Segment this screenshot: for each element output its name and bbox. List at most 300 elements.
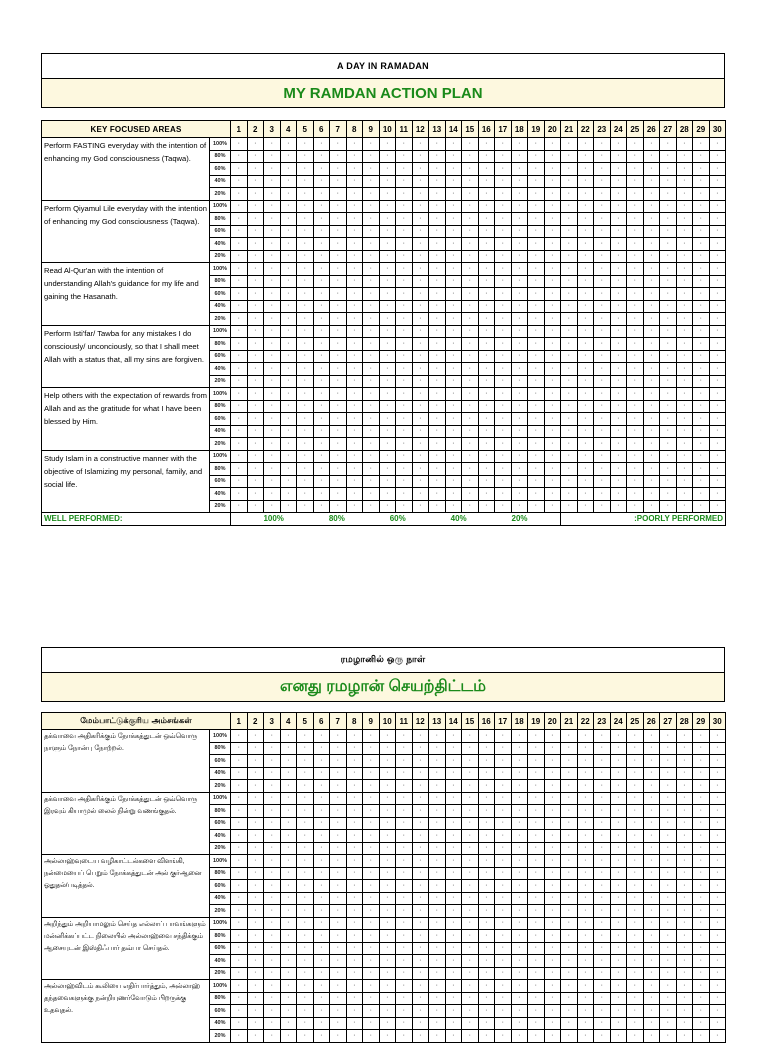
tracking-cell[interactable]: · bbox=[561, 867, 578, 880]
tracking-cell[interactable]: · bbox=[610, 500, 627, 513]
tracking-cell[interactable]: · bbox=[511, 955, 528, 968]
tracking-cell[interactable]: · bbox=[478, 300, 495, 313]
tracking-cell[interactable]: · bbox=[660, 817, 677, 830]
tracking-cell[interactable]: · bbox=[676, 200, 693, 213]
tracking-cell[interactable]: · bbox=[412, 917, 429, 930]
tracking-cell[interactable]: · bbox=[594, 275, 611, 288]
tracking-cell[interactable]: · bbox=[676, 955, 693, 968]
tracking-cell[interactable]: · bbox=[379, 200, 396, 213]
tracking-cell[interactable]: · bbox=[693, 942, 710, 955]
tracking-cell[interactable]: · bbox=[346, 413, 363, 426]
tracking-cell[interactable]: · bbox=[297, 413, 314, 426]
tracking-cell[interactable]: · bbox=[693, 450, 710, 463]
tracking-cell[interactable]: · bbox=[462, 1017, 479, 1030]
tracking-cell[interactable]: · bbox=[511, 188, 528, 201]
tracking-cell[interactable]: · bbox=[379, 842, 396, 855]
tracking-cell[interactable]: · bbox=[676, 238, 693, 251]
tracking-cell[interactable]: · bbox=[313, 1005, 330, 1018]
tracking-cell[interactable]: · bbox=[709, 450, 726, 463]
tracking-cell[interactable]: · bbox=[478, 955, 495, 968]
tracking-cell[interactable]: · bbox=[478, 992, 495, 1005]
tracking-cell[interactable]: · bbox=[346, 842, 363, 855]
tracking-cell[interactable]: · bbox=[429, 755, 446, 768]
tracking-cell[interactable]: · bbox=[693, 767, 710, 780]
tracking-cell[interactable]: · bbox=[511, 805, 528, 818]
tracking-cell[interactable]: · bbox=[610, 213, 627, 226]
tracking-cell[interactable]: · bbox=[709, 413, 726, 426]
tracking-cell[interactable]: · bbox=[478, 500, 495, 513]
tracking-cell[interactable]: · bbox=[396, 313, 413, 326]
tracking-cell[interactable]: · bbox=[594, 388, 611, 401]
tracking-cell[interactable]: · bbox=[379, 338, 396, 351]
tracking-cell[interactable]: · bbox=[363, 955, 380, 968]
tracking-cell[interactable]: · bbox=[346, 325, 363, 338]
tracking-cell[interactable]: · bbox=[594, 767, 611, 780]
tracking-cell[interactable]: · bbox=[478, 338, 495, 351]
tracking-cell[interactable]: · bbox=[544, 1005, 561, 1018]
tracking-cell[interactable]: · bbox=[313, 967, 330, 980]
tracking-cell[interactable]: · bbox=[627, 1005, 644, 1018]
tracking-cell[interactable]: · bbox=[231, 413, 248, 426]
tracking-cell[interactable]: · bbox=[231, 905, 248, 918]
tracking-cell[interactable]: · bbox=[264, 213, 281, 226]
tracking-cell[interactable]: · bbox=[544, 1017, 561, 1030]
tracking-cell[interactable]: · bbox=[709, 730, 726, 743]
tracking-cell[interactable]: · bbox=[478, 450, 495, 463]
tracking-cell[interactable]: · bbox=[247, 450, 264, 463]
tracking-cell[interactable]: · bbox=[561, 880, 578, 893]
tracking-cell[interactable]: · bbox=[429, 1017, 446, 1030]
tracking-cell[interactable]: · bbox=[693, 1005, 710, 1018]
tracking-cell[interactable]: · bbox=[577, 488, 594, 501]
tracking-cell[interactable]: · bbox=[363, 400, 380, 413]
tracking-cell[interactable]: · bbox=[577, 730, 594, 743]
tracking-cell[interactable]: · bbox=[313, 375, 330, 388]
tracking-cell[interactable]: · bbox=[429, 250, 446, 263]
tracking-cell[interactable]: · bbox=[313, 150, 330, 163]
tracking-cell[interactable]: · bbox=[412, 463, 429, 476]
tracking-cell[interactable]: · bbox=[280, 425, 297, 438]
tracking-cell[interactable]: · bbox=[330, 175, 347, 188]
tracking-cell[interactable]: · bbox=[627, 967, 644, 980]
tracking-cell[interactable]: · bbox=[693, 905, 710, 918]
tracking-cell[interactable]: · bbox=[709, 1030, 726, 1043]
tracking-cell[interactable]: · bbox=[264, 313, 281, 326]
tracking-cell[interactable]: · bbox=[693, 350, 710, 363]
tracking-cell[interactable]: · bbox=[495, 830, 512, 843]
tracking-cell[interactable]: · bbox=[363, 363, 380, 376]
tracking-cell[interactable]: · bbox=[511, 350, 528, 363]
tracking-cell[interactable]: · bbox=[594, 917, 611, 930]
tracking-cell[interactable]: · bbox=[709, 842, 726, 855]
tracking-cell[interactable]: · bbox=[528, 300, 545, 313]
tracking-cell[interactable]: · bbox=[264, 150, 281, 163]
tracking-cell[interactable]: · bbox=[412, 288, 429, 301]
tracking-cell[interactable]: · bbox=[462, 300, 479, 313]
tracking-cell[interactable]: · bbox=[693, 955, 710, 968]
tracking-cell[interactable]: · bbox=[478, 388, 495, 401]
tracking-cell[interactable]: · bbox=[709, 955, 726, 968]
tracking-cell[interactable]: · bbox=[495, 463, 512, 476]
tracking-cell[interactable]: · bbox=[379, 413, 396, 426]
tracking-cell[interactable]: · bbox=[528, 855, 545, 868]
tracking-cell[interactable]: · bbox=[396, 425, 413, 438]
tracking-cell[interactable]: · bbox=[429, 855, 446, 868]
tracking-cell[interactable]: · bbox=[594, 1017, 611, 1030]
tracking-cell[interactable]: · bbox=[709, 767, 726, 780]
tracking-cell[interactable]: · bbox=[643, 313, 660, 326]
tracking-cell[interactable]: · bbox=[478, 867, 495, 880]
tracking-cell[interactable]: · bbox=[264, 855, 281, 868]
tracking-cell[interactable]: · bbox=[313, 917, 330, 930]
tracking-cell[interactable]: · bbox=[610, 450, 627, 463]
tracking-cell[interactable]: · bbox=[363, 488, 380, 501]
tracking-cell[interactable]: · bbox=[495, 263, 512, 276]
tracking-cell[interactable]: · bbox=[429, 313, 446, 326]
tracking-cell[interactable]: · bbox=[264, 892, 281, 905]
tracking-cell[interactable]: · bbox=[709, 200, 726, 213]
tracking-cell[interactable]: · bbox=[528, 288, 545, 301]
tracking-cell[interactable]: · bbox=[297, 175, 314, 188]
tracking-cell[interactable]: · bbox=[297, 488, 314, 501]
tracking-cell[interactable]: · bbox=[264, 767, 281, 780]
tracking-cell[interactable]: · bbox=[379, 755, 396, 768]
tracking-cell[interactable]: · bbox=[676, 400, 693, 413]
tracking-cell[interactable]: · bbox=[594, 188, 611, 201]
tracking-cell[interactable]: · bbox=[676, 867, 693, 880]
tracking-cell[interactable]: · bbox=[577, 1017, 594, 1030]
tracking-cell[interactable]: · bbox=[709, 980, 726, 993]
tracking-cell[interactable]: · bbox=[330, 755, 347, 768]
tracking-cell[interactable]: · bbox=[412, 767, 429, 780]
tracking-cell[interactable]: · bbox=[363, 942, 380, 955]
tracking-cell[interactable]: · bbox=[280, 967, 297, 980]
tracking-cell[interactable]: · bbox=[297, 363, 314, 376]
tracking-cell[interactable]: · bbox=[280, 930, 297, 943]
tracking-cell[interactable]: · bbox=[429, 150, 446, 163]
tracking-cell[interactable]: · bbox=[627, 338, 644, 351]
tracking-cell[interactable]: · bbox=[429, 300, 446, 313]
tracking-cell[interactable]: · bbox=[627, 450, 644, 463]
tracking-cell[interactable]: · bbox=[528, 388, 545, 401]
tracking-cell[interactable]: · bbox=[280, 792, 297, 805]
tracking-cell[interactable]: · bbox=[462, 213, 479, 226]
tracking-cell[interactable]: · bbox=[577, 400, 594, 413]
tracking-cell[interactable]: · bbox=[627, 313, 644, 326]
tracking-cell[interactable]: · bbox=[462, 892, 479, 905]
tracking-cell[interactable]: · bbox=[594, 475, 611, 488]
tracking-cell[interactable]: · bbox=[379, 930, 396, 943]
tracking-cell[interactable]: · bbox=[396, 363, 413, 376]
tracking-cell[interactable]: · bbox=[709, 238, 726, 251]
tracking-cell[interactable]: · bbox=[297, 275, 314, 288]
tracking-cell[interactable]: · bbox=[676, 500, 693, 513]
tracking-cell[interactable]: · bbox=[396, 1017, 413, 1030]
tracking-cell[interactable]: · bbox=[511, 175, 528, 188]
tracking-cell[interactable]: · bbox=[676, 917, 693, 930]
tracking-cell[interactable]: · bbox=[660, 225, 677, 238]
tracking-cell[interactable]: · bbox=[561, 842, 578, 855]
tracking-cell[interactable]: · bbox=[396, 163, 413, 176]
tracking-cell[interactable]: · bbox=[396, 413, 413, 426]
tracking-cell[interactable]: · bbox=[544, 225, 561, 238]
tracking-cell[interactable]: · bbox=[462, 992, 479, 1005]
tracking-cell[interactable]: · bbox=[709, 275, 726, 288]
tracking-cell[interactable]: · bbox=[462, 1030, 479, 1043]
tracking-cell[interactable]: · bbox=[610, 375, 627, 388]
tracking-cell[interactable]: · bbox=[280, 1030, 297, 1043]
tracking-cell[interactable]: · bbox=[594, 150, 611, 163]
tracking-cell[interactable]: · bbox=[627, 213, 644, 226]
tracking-cell[interactable]: · bbox=[561, 805, 578, 818]
tracking-cell[interactable]: · bbox=[280, 767, 297, 780]
tracking-cell[interactable]: · bbox=[544, 755, 561, 768]
tracking-cell[interactable]: · bbox=[462, 388, 479, 401]
tracking-cell[interactable]: · bbox=[280, 955, 297, 968]
tracking-cell[interactable]: · bbox=[412, 730, 429, 743]
tracking-cell[interactable]: · bbox=[495, 425, 512, 438]
tracking-cell[interactable]: · bbox=[247, 930, 264, 943]
tracking-cell[interactable]: · bbox=[363, 338, 380, 351]
tracking-cell[interactable]: · bbox=[429, 1030, 446, 1043]
tracking-cell[interactable]: · bbox=[412, 388, 429, 401]
tracking-cell[interactable]: · bbox=[577, 275, 594, 288]
tracking-cell[interactable]: · bbox=[429, 1005, 446, 1018]
tracking-cell[interactable]: · bbox=[511, 150, 528, 163]
tracking-cell[interactable]: · bbox=[247, 150, 264, 163]
tracking-cell[interactable]: · bbox=[709, 400, 726, 413]
tracking-cell[interactable]: · bbox=[495, 792, 512, 805]
tracking-cell[interactable]: · bbox=[429, 892, 446, 905]
tracking-cell[interactable]: · bbox=[412, 350, 429, 363]
tracking-cell[interactable]: · bbox=[231, 150, 248, 163]
tracking-cell[interactable]: · bbox=[330, 930, 347, 943]
tracking-cell[interactable]: · bbox=[693, 338, 710, 351]
tracking-cell[interactable]: · bbox=[379, 500, 396, 513]
tracking-cell[interactable]: · bbox=[544, 475, 561, 488]
tracking-cell[interactable]: · bbox=[610, 830, 627, 843]
tracking-cell[interactable]: · bbox=[264, 388, 281, 401]
tracking-cell[interactable]: · bbox=[429, 867, 446, 880]
tracking-cell[interactable]: · bbox=[643, 263, 660, 276]
tracking-cell[interactable]: · bbox=[379, 163, 396, 176]
tracking-cell[interactable]: · bbox=[412, 992, 429, 1005]
tracking-cell[interactable]: · bbox=[528, 892, 545, 905]
tracking-cell[interactable]: · bbox=[462, 842, 479, 855]
tracking-cell[interactable]: · bbox=[247, 238, 264, 251]
tracking-cell[interactable]: · bbox=[313, 980, 330, 993]
tracking-cell[interactable]: · bbox=[247, 755, 264, 768]
tracking-cell[interactable]: · bbox=[330, 238, 347, 251]
tracking-cell[interactable]: · bbox=[346, 425, 363, 438]
tracking-cell[interactable]: · bbox=[231, 980, 248, 993]
tracking-cell[interactable]: · bbox=[594, 867, 611, 880]
tracking-cell[interactable]: · bbox=[379, 363, 396, 376]
tracking-cell[interactable]: · bbox=[495, 805, 512, 818]
tracking-cell[interactable]: · bbox=[643, 742, 660, 755]
tracking-cell[interactable]: · bbox=[511, 780, 528, 793]
tracking-cell[interactable]: · bbox=[544, 500, 561, 513]
tracking-cell[interactable]: · bbox=[280, 917, 297, 930]
tracking-cell[interactable]: · bbox=[544, 388, 561, 401]
tracking-cell[interactable]: · bbox=[231, 325, 248, 338]
tracking-cell[interactable]: · bbox=[330, 500, 347, 513]
tracking-cell[interactable]: · bbox=[561, 855, 578, 868]
tracking-cell[interactable]: · bbox=[396, 225, 413, 238]
tracking-cell[interactable]: · bbox=[330, 288, 347, 301]
tracking-cell[interactable]: · bbox=[429, 475, 446, 488]
tracking-cell[interactable]: · bbox=[709, 338, 726, 351]
tracking-cell[interactable]: · bbox=[445, 488, 462, 501]
tracking-cell[interactable]: · bbox=[330, 338, 347, 351]
tracking-cell[interactable]: · bbox=[280, 163, 297, 176]
tracking-cell[interactable]: · bbox=[577, 463, 594, 476]
tracking-cell[interactable]: · bbox=[330, 300, 347, 313]
tracking-cell[interactable]: · bbox=[660, 300, 677, 313]
tracking-cell[interactable]: · bbox=[462, 780, 479, 793]
tracking-cell[interactable]: · bbox=[627, 855, 644, 868]
tracking-cell[interactable]: · bbox=[627, 842, 644, 855]
tracking-cell[interactable]: · bbox=[280, 755, 297, 768]
tracking-cell[interactable]: · bbox=[544, 363, 561, 376]
tracking-cell[interactable]: · bbox=[627, 880, 644, 893]
tracking-cell[interactable]: · bbox=[528, 400, 545, 413]
tracking-cell[interactable]: · bbox=[264, 250, 281, 263]
tracking-cell[interactable]: · bbox=[313, 730, 330, 743]
tracking-cell[interactable]: · bbox=[379, 300, 396, 313]
tracking-cell[interactable]: · bbox=[429, 400, 446, 413]
tracking-cell[interactable]: · bbox=[561, 930, 578, 943]
tracking-cell[interactable]: · bbox=[396, 463, 413, 476]
tracking-cell[interactable]: · bbox=[363, 138, 380, 151]
tracking-cell[interactable]: · bbox=[693, 275, 710, 288]
tracking-cell[interactable]: · bbox=[528, 438, 545, 451]
tracking-cell[interactable]: · bbox=[594, 880, 611, 893]
tracking-cell[interactable]: · bbox=[643, 275, 660, 288]
tracking-cell[interactable]: · bbox=[346, 817, 363, 830]
tracking-cell[interactable]: · bbox=[396, 438, 413, 451]
tracking-cell[interactable]: · bbox=[264, 438, 281, 451]
tracking-cell[interactable]: · bbox=[247, 413, 264, 426]
tracking-cell[interactable]: · bbox=[297, 150, 314, 163]
tracking-cell[interactable]: · bbox=[676, 413, 693, 426]
tracking-cell[interactable]: · bbox=[544, 980, 561, 993]
tracking-cell[interactable]: · bbox=[280, 350, 297, 363]
tracking-cell[interactable]: · bbox=[511, 917, 528, 930]
tracking-cell[interactable]: · bbox=[462, 288, 479, 301]
tracking-cell[interactable]: · bbox=[363, 200, 380, 213]
tracking-cell[interactable]: · bbox=[610, 967, 627, 980]
tracking-cell[interactable]: · bbox=[528, 942, 545, 955]
tracking-cell[interactable]: · bbox=[412, 163, 429, 176]
tracking-cell[interactable]: · bbox=[346, 955, 363, 968]
tracking-cell[interactable]: · bbox=[379, 275, 396, 288]
tracking-cell[interactable]: · bbox=[346, 313, 363, 326]
tracking-cell[interactable]: · bbox=[379, 942, 396, 955]
tracking-cell[interactable]: · bbox=[412, 1030, 429, 1043]
tracking-cell[interactable]: · bbox=[231, 475, 248, 488]
tracking-cell[interactable]: · bbox=[264, 325, 281, 338]
tracking-cell[interactable]: · bbox=[478, 400, 495, 413]
tracking-cell[interactable]: · bbox=[445, 992, 462, 1005]
tracking-cell[interactable]: · bbox=[511, 163, 528, 176]
tracking-cell[interactable]: · bbox=[610, 730, 627, 743]
tracking-cell[interactable]: · bbox=[280, 488, 297, 501]
tracking-cell[interactable]: · bbox=[412, 1017, 429, 1030]
tracking-cell[interactable]: · bbox=[594, 830, 611, 843]
tracking-cell[interactable]: · bbox=[412, 375, 429, 388]
tracking-cell[interactable]: · bbox=[594, 400, 611, 413]
tracking-cell[interactable]: · bbox=[330, 350, 347, 363]
tracking-cell[interactable]: · bbox=[379, 817, 396, 830]
tracking-cell[interactable]: · bbox=[561, 188, 578, 201]
tracking-cell[interactable]: · bbox=[231, 250, 248, 263]
tracking-cell[interactable]: · bbox=[412, 263, 429, 276]
tracking-cell[interactable]: · bbox=[346, 892, 363, 905]
tracking-cell[interactable]: · bbox=[676, 830, 693, 843]
tracking-cell[interactable]: · bbox=[643, 225, 660, 238]
tracking-cell[interactable]: · bbox=[577, 767, 594, 780]
tracking-cell[interactable]: · bbox=[676, 992, 693, 1005]
tracking-cell[interactable]: · bbox=[577, 817, 594, 830]
tracking-cell[interactable]: · bbox=[231, 867, 248, 880]
tracking-cell[interactable]: · bbox=[643, 992, 660, 1005]
tracking-cell[interactable]: · bbox=[561, 288, 578, 301]
tracking-cell[interactable]: · bbox=[495, 842, 512, 855]
tracking-cell[interactable]: · bbox=[528, 742, 545, 755]
tracking-cell[interactable]: · bbox=[264, 917, 281, 930]
tracking-cell[interactable]: · bbox=[676, 1005, 693, 1018]
tracking-cell[interactable]: · bbox=[462, 438, 479, 451]
tracking-cell[interactable]: · bbox=[478, 463, 495, 476]
tracking-cell[interactable]: · bbox=[429, 955, 446, 968]
tracking-cell[interactable]: · bbox=[660, 213, 677, 226]
tracking-cell[interactable]: · bbox=[676, 488, 693, 501]
tracking-cell[interactable]: · bbox=[544, 967, 561, 980]
tracking-cell[interactable]: · bbox=[676, 338, 693, 351]
tracking-cell[interactable]: · bbox=[594, 980, 611, 993]
tracking-cell[interactable]: · bbox=[264, 830, 281, 843]
tracking-cell[interactable]: · bbox=[429, 488, 446, 501]
tracking-cell[interactable]: · bbox=[396, 842, 413, 855]
tracking-cell[interactable]: · bbox=[544, 375, 561, 388]
tracking-cell[interactable]: · bbox=[627, 263, 644, 276]
tracking-cell[interactable]: · bbox=[297, 817, 314, 830]
tracking-cell[interactable]: · bbox=[478, 363, 495, 376]
tracking-cell[interactable]: · bbox=[396, 488, 413, 501]
tracking-cell[interactable]: · bbox=[577, 313, 594, 326]
tracking-cell[interactable]: · bbox=[693, 917, 710, 930]
tracking-cell[interactable]: · bbox=[462, 500, 479, 513]
tracking-cell[interactable]: · bbox=[511, 730, 528, 743]
tracking-cell[interactable]: · bbox=[528, 967, 545, 980]
tracking-cell[interactable]: · bbox=[660, 338, 677, 351]
tracking-cell[interactable]: · bbox=[264, 163, 281, 176]
tracking-cell[interactable]: · bbox=[676, 250, 693, 263]
tracking-cell[interactable]: · bbox=[231, 338, 248, 351]
tracking-cell[interactable]: · bbox=[412, 867, 429, 880]
tracking-cell[interactable]: · bbox=[330, 855, 347, 868]
tracking-cell[interactable]: · bbox=[478, 288, 495, 301]
tracking-cell[interactable]: · bbox=[693, 980, 710, 993]
tracking-cell[interactable]: · bbox=[247, 767, 264, 780]
tracking-cell[interactable]: · bbox=[544, 880, 561, 893]
tracking-cell[interactable]: · bbox=[495, 338, 512, 351]
tracking-cell[interactable]: · bbox=[643, 238, 660, 251]
tracking-cell[interactable]: · bbox=[297, 980, 314, 993]
tracking-cell[interactable]: · bbox=[445, 275, 462, 288]
tracking-cell[interactable]: · bbox=[511, 1017, 528, 1030]
